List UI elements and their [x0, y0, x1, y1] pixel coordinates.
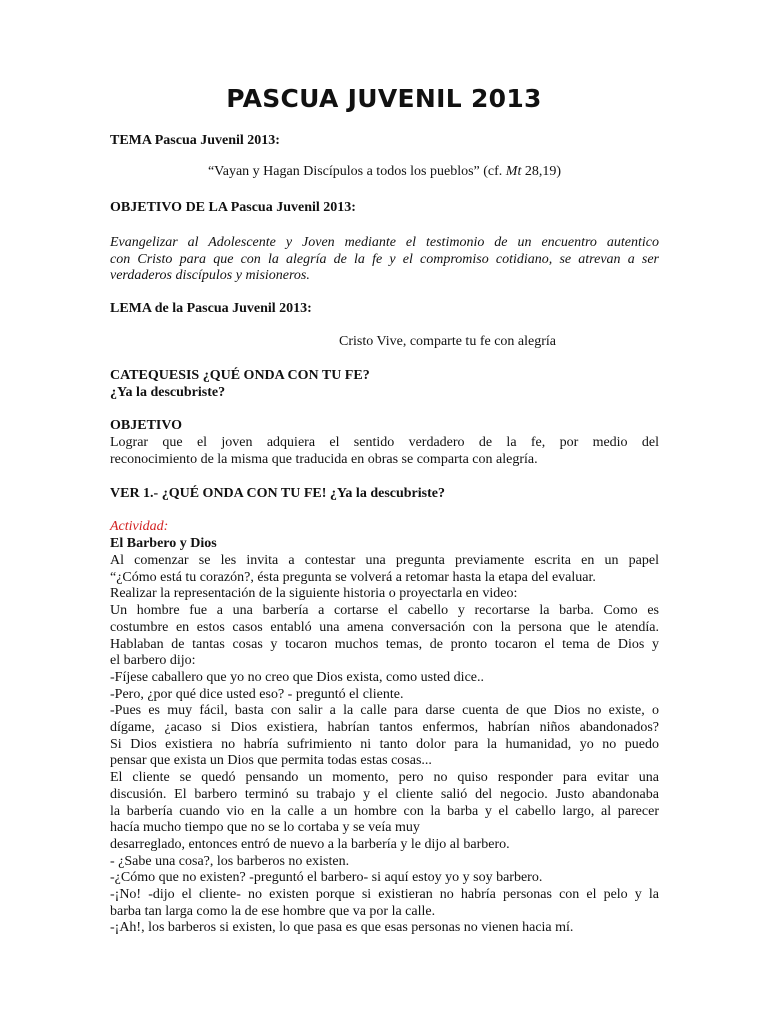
lema-text: Cristo Vive, comparte tu fe con alegría: [339, 334, 556, 349]
objetivo-general-text: [110, 235, 659, 285]
objetivo-label: OBJETIVO: [110, 418, 183, 433]
objetivo-text: [110, 435, 659, 468]
story-line: -Pero, ¿por qué dice usted eso? - preguntó el cliente.: [110, 686, 404, 702]
objetivo-general-line: Evangelizar al Adolescente y Joven mediante el testimonio de un encuentro autentico: [110, 235, 659, 250]
story-line: -Pues es muy fácil, basta con salir a la calle para darse cuenta de que Dios no existe, o: [110, 703, 659, 719]
tema-quote-verse: 28,19): [521, 164, 562, 179]
story-line: -Fíjese caballero que yo no creo que Dios exista, como usted dice..: [110, 669, 484, 685]
story-line: -¡Ah!, los barberos si existen, lo que pasa es que esas personas no vienen hacia mí.: [110, 920, 574, 936]
story-line: la barbería cuando vio en la calle a un hombre con la barba y el cabello largo, al parecer: [110, 803, 659, 819]
story-line: pensar que exista un Dios que permita todas estas cosas...: [110, 753, 432, 769]
story-line: Realizar la representación de la siguiente historia o proyectarla en video:: [110, 586, 518, 602]
story-line: Hablaban de tantas cosas y tocaron muchos temas, de pronto tocaron el tema de Dios y: [110, 636, 659, 652]
objetivo-general-label: OBJETIVO DE LA Pascua Juvenil 2013:: [110, 200, 356, 215]
story-line: Si Dios existiera no habría sufrimiento ni tanto dolor para la humanidad, yo no puedo: [110, 736, 659, 752]
tema-quote: [110, 164, 659, 181]
actividad-label: Actividad:: [110, 519, 169, 534]
story-line: -¿Cómo que no existen? -preguntó el barbero- si aquí estoy yo y soy barbero.: [110, 870, 543, 886]
ver-heading: VER 1.- ¿QUÉ ONDA CON TU FE! ¿Ya la descubriste?: [110, 486, 445, 501]
story-line: desarreglado, entonces entró de nuevo a la barbería y le dijo al barbero.: [110, 836, 510, 852]
tema-quote-ref: Mt: [505, 164, 522, 179]
story-line: -¡No! -dijo el cliente- no existen porque si existieran no habría personas con el pelo y la: [110, 887, 659, 903]
story-line: costumbre en estos casos entabló una amena conversación con la persona que le atendía.: [110, 619, 659, 635]
objetivo-general-line: con Cristo para que con la alegría de la fe y el compromiso cotidiano, se atrevan a ser: [110, 251, 659, 267]
tema-quote-text: “Vayan y Hagan Discípulos a todos los pueblos” (cf.: [207, 164, 506, 179]
catequesis-subtitle: ¿Ya la descubriste?: [110, 384, 226, 400]
lema-label: LEMA de la Pascua Juvenil 2013:: [110, 301, 312, 316]
story-line: “¿Cómo está tu corazón?, ésta pregunta se volverá a retomar hasta la etapa del evaluar.: [110, 569, 596, 585]
story-line: hacía mucho tiempo que no se lo cortaba y se veía muy: [110, 820, 420, 836]
catequesis-title: CATEQUESIS ¿QUÉ ONDA CON TU FE?: [110, 368, 370, 383]
story-line: el barbero dijo:: [110, 653, 196, 669]
story-text: [110, 553, 659, 937]
objetivo-line: Lograr que el joven adquiera el sentido verdadero de la fe, por medio del: [110, 435, 659, 450]
objetivo-line: reconocimiento de la misma que traducida en obras se comparta con alegría.: [110, 451, 538, 467]
tema-label: TEMA Pascua Juvenil 2013:: [110, 133, 280, 148]
story-line: discusión. El barbero terminó su trabajo y el cliente salió del negocio. Justo abandonaba: [110, 786, 659, 802]
actividad-title: El Barbero y Dios: [110, 536, 217, 551]
document-title: PASCUA JUVENIL 2013: [226, 84, 542, 113]
story-line: dígame, ¿acaso si Dios existiera, habrían tantos enfermos, habrían niños abandonados?: [110, 720, 659, 736]
story-line: Un hombre fue a una barbería a cortarse el cabello y recortarse la barba. Como es: [110, 603, 659, 619]
objetivo-general-line: verdaderos discípulos y misioneros.: [110, 268, 310, 284]
catequesis-heading: [110, 368, 659, 401]
story-line: barba tan larga como la de ese hombre que va por la calle.: [110, 903, 436, 919]
story-line: - ¿Sabe una cosa?, los barberos no existen.: [110, 853, 350, 869]
story-line: Al comenzar se les invita a contestar una pregunta previamente escrita en un papel: [110, 553, 659, 568]
story-line: El cliente se quedó pensando un momento, pero no quiso responder para evitar una: [110, 770, 659, 786]
